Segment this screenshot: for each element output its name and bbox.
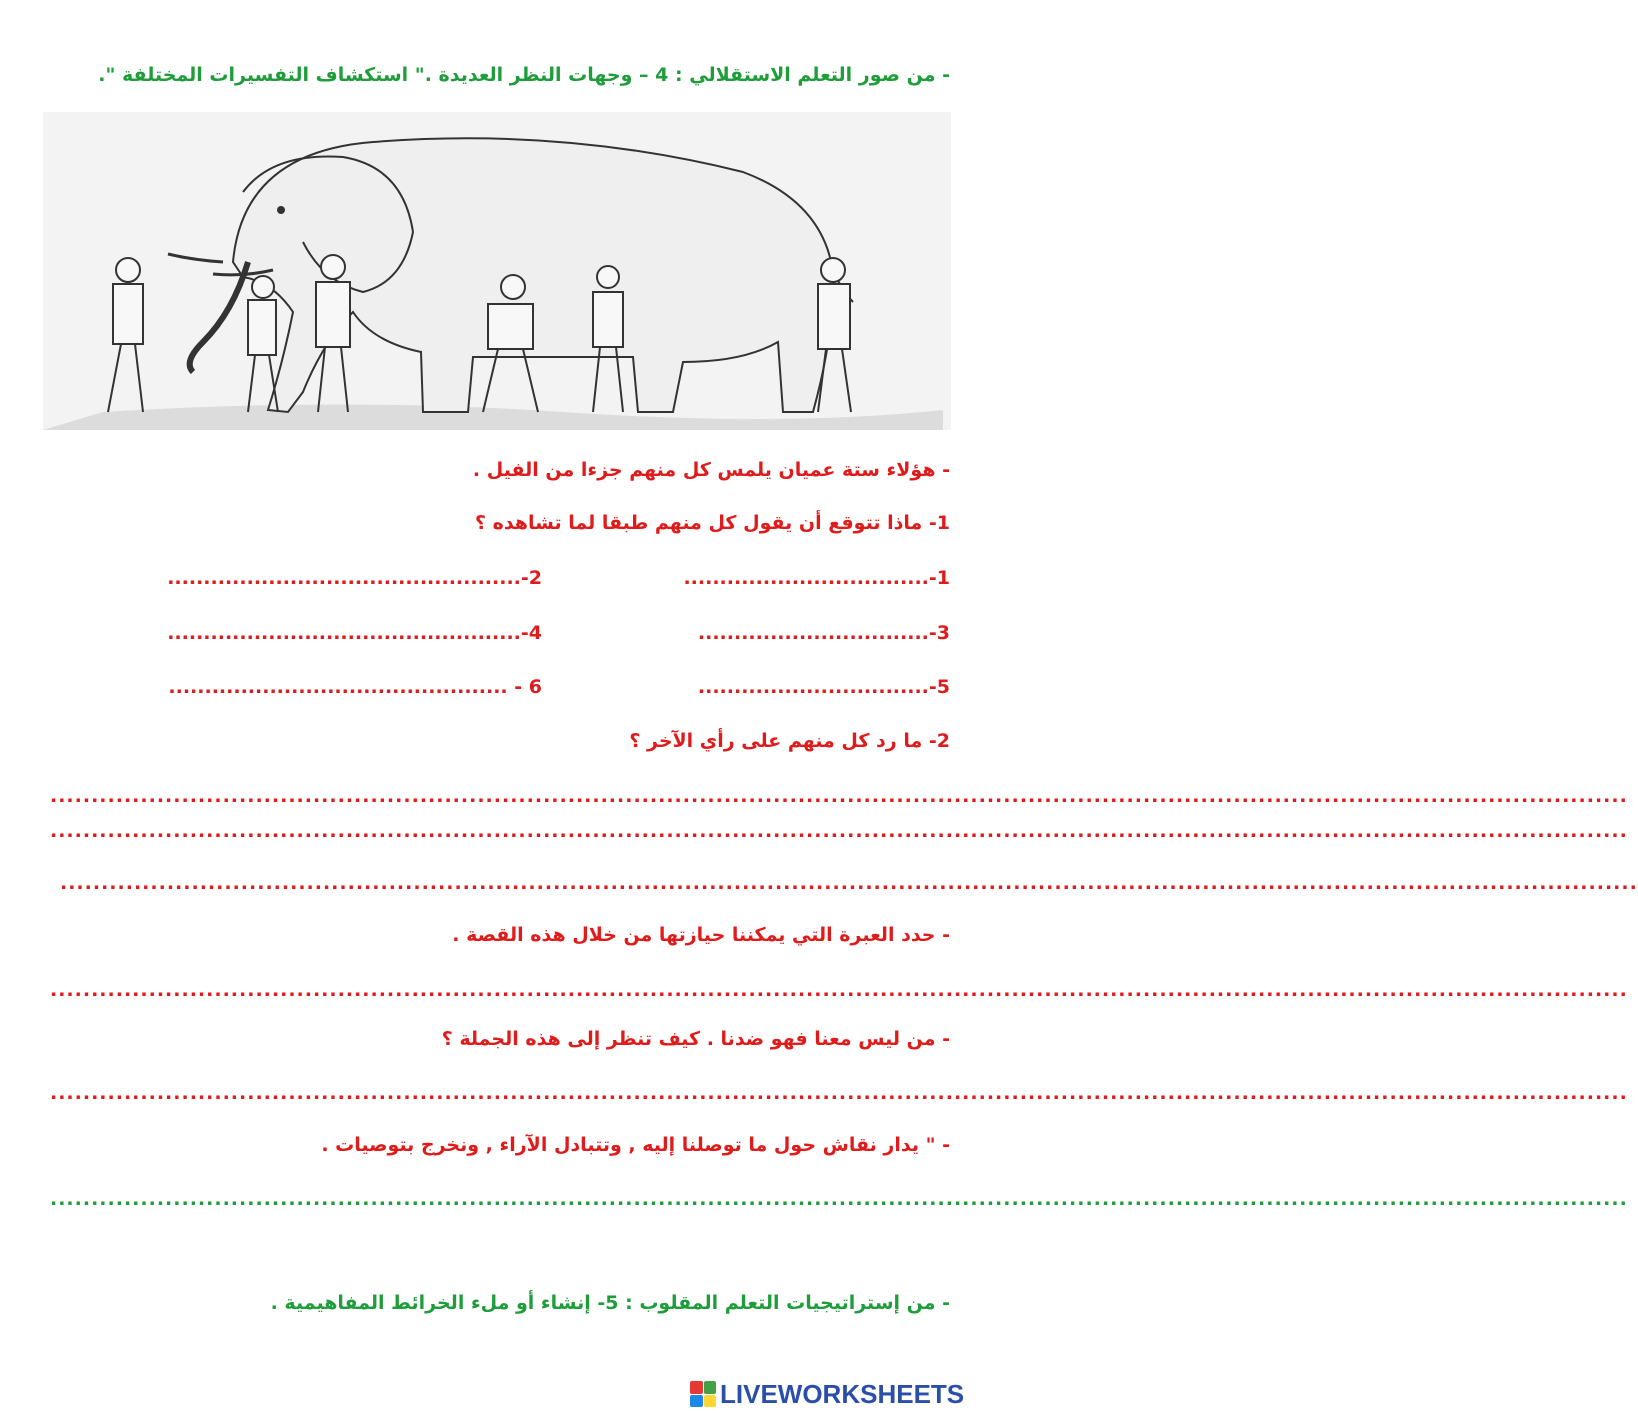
answer-2[interactable]: 2-................................................. xyxy=(167,567,542,589)
elephant-drawing-icon xyxy=(43,112,951,430)
discussion-line: - " يدار نقاش حول ما توصلنا إليه , وتتبادل الآراء , ونخرج بتوصيات . xyxy=(321,1134,950,1156)
liveworksheets-logo xyxy=(690,1378,995,1410)
answer-4[interactable]: 4-................................................. xyxy=(167,622,542,644)
lesson-question: - حدد العبرة التي يمكننا حيازتها من خلال هذه القصة . xyxy=(452,924,950,946)
liveworksheets-logo-icon xyxy=(690,1381,716,1407)
answer-3[interactable]: 3-................................ xyxy=(697,622,950,644)
logo-text: LIVEWORKSHEETS xyxy=(720,1378,965,1409)
statement-line: - هؤلاء ستة عميان يلمس كل منهم جزءا من الفيل . xyxy=(472,459,950,481)
strategy-line: - من إستراتيجيات التعلم المقلوب : 5- إنشاء أو ملء الخرائط المفاهيمية . xyxy=(270,1292,950,1314)
question-2: 2- ما رد كل منهم على رأي الآخر ؟ xyxy=(629,730,950,752)
answer-5[interactable]: 5-................................ xyxy=(697,676,950,698)
answer-line-lesson[interactable]: ................................................................................................................................................................................................ xyxy=(50,979,1628,1001)
answer-line-q2-3[interactable]: ................................................................................................................................................................................................ xyxy=(60,872,1638,894)
saying-question: - من ليس معنا فهو ضدنا . كيف تنظر إلى هذه الجملة ؟ xyxy=(441,1028,950,1050)
question-1: 1- ماذا تتوقع أن يقول كل منهم طبقا لما تشاهده ؟ xyxy=(474,512,950,534)
answer-6[interactable]: 6 - ............................................... xyxy=(168,676,542,698)
answer-1[interactable]: 1-.................................. xyxy=(683,567,950,589)
intro-line: - من صور التعلم الاستقلالي : 4 – وجهات النظر العديدة ." استكشاف التفسيرات المختلفة ". xyxy=(98,64,950,86)
blind-men-elephant-illustration xyxy=(43,112,951,430)
answer-line-q2-1[interactable]: ................................................................................................................................................................................................ xyxy=(50,785,1628,807)
answer-line-saying[interactable]: ................................................................................................................................................................................................ xyxy=(50,1082,1628,1104)
answer-line-q2-2[interactable]: ................................................................................................................................................................................................ xyxy=(50,820,1628,842)
answer-line-discussion[interactable]: ................................................................................................................................................................................................ xyxy=(50,1188,1628,1210)
